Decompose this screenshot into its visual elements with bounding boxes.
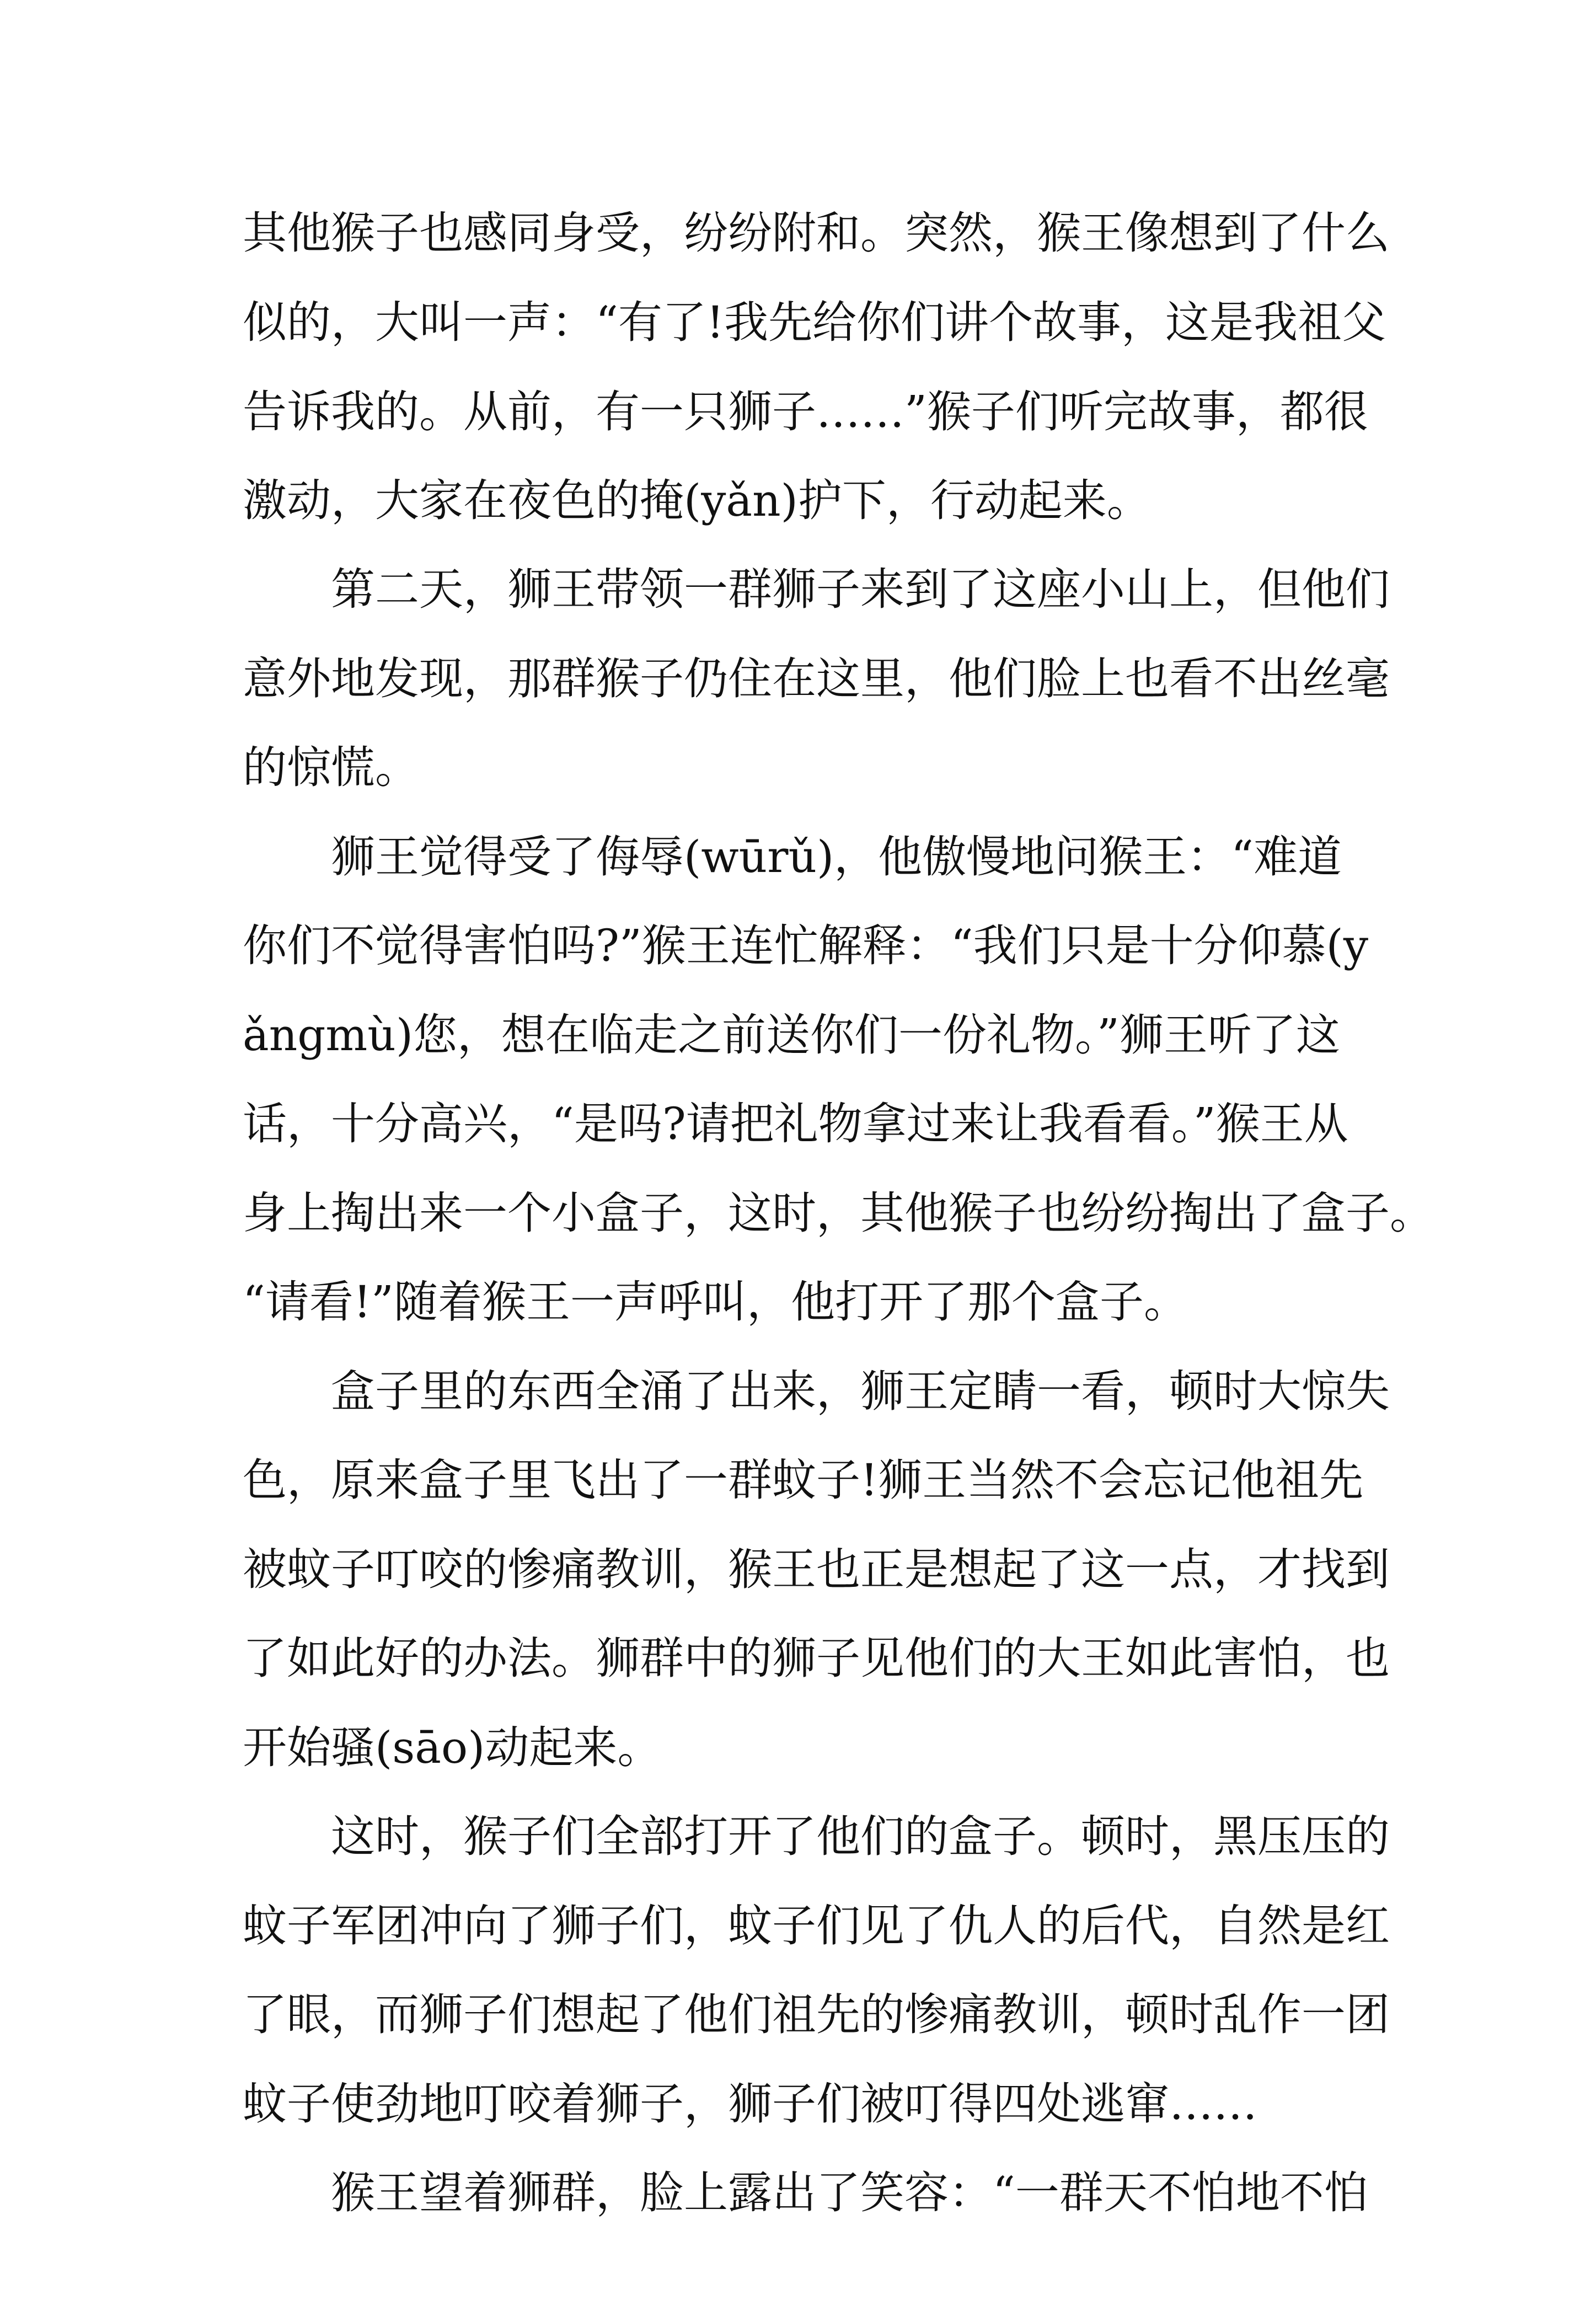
text-line: 其他猴子也感同身受，纷纷附和。突然，猴王像想到了什么	[243, 207, 1390, 259]
text-line: 的惊慌。	[243, 742, 419, 793]
paragraph-first-line: 第二天，狮王带领一群狮子来到了这座小山上，但他们	[331, 564, 1390, 615]
text-line: “请看!”随着猴王一声呼叫，他打开了那个盒子。	[243, 1276, 1188, 1328]
text-line: 激动，大家在夜色的掩(yǎn)护下，行动起来。	[243, 475, 1151, 526]
text-line: 似的，大叫一声：“有了!我先给你们讲个故事，这是我祖父	[243, 297, 1386, 348]
text-line: 告诉我的。从前，有一只狮子……”猴子们听完故事，都很	[243, 386, 1368, 437]
text-line: 了眼，而狮子们想起了他们祖先的惨痛教训，顿时乱作一团	[243, 1989, 1390, 2040]
text-line: 话，十分高兴，“是吗?请把礼物拿过来让我看看。”猴王从	[243, 1098, 1348, 1149]
paragraph-first-line: 狮王觉得受了侮辱(wūrǔ)，他傲慢地问猴王：“难道	[331, 831, 1342, 882]
text-line: 被蚊子叮咬的惨痛教训，猴王也正是想起了这一点，才找到	[243, 1544, 1390, 1595]
paragraph-first-line: 这时，猴子们全部打开了他们的盒子。顿时，黑压压的	[331, 1811, 1390, 1862]
text-line: 蚊子军团冲向了狮子们，蚊子们见了仇人的后代，自然是红	[243, 1900, 1390, 1951]
text-line: 蚊子使劲地叮咬着狮子，狮子们被叮得四处逃窜……	[243, 2078, 1257, 2130]
text-line: ǎngmù)您，想在临走之前送你们一份礼物。”狮王听了这	[243, 1009, 1340, 1061]
text-line: 身上掏出来一个小盒子，这时，其他猴子也纷纷掏出了盒子。	[243, 1188, 1434, 1239]
text-line: 色，原来盒子里飞出了一群蚊子!狮王当然不会忘记他祖先	[243, 1454, 1364, 1506]
text-line: 意外地发现，那群猴子仍住在这里，他们脸上也看不出丝毫	[243, 653, 1390, 704]
text-line: 了如此好的办法。狮群中的狮子见他们的大王如此害怕，也	[243, 1633, 1390, 1684]
paragraph-first-line: 盒子里的东西全涌了出来，狮王定睛一看，顿时大惊失	[331, 1366, 1390, 1417]
text-line: 你们不觉得害怕吗?”猴王连忙解释：“我们只是十分仰慕(y	[243, 920, 1369, 971]
paragraph-first-line: 猴王望着狮群，脸上露出了笑容：“一群天不怕地不怕	[331, 2167, 1368, 2218]
text-line: 开始骚(sāo)动起来。	[243, 1722, 662, 1773]
